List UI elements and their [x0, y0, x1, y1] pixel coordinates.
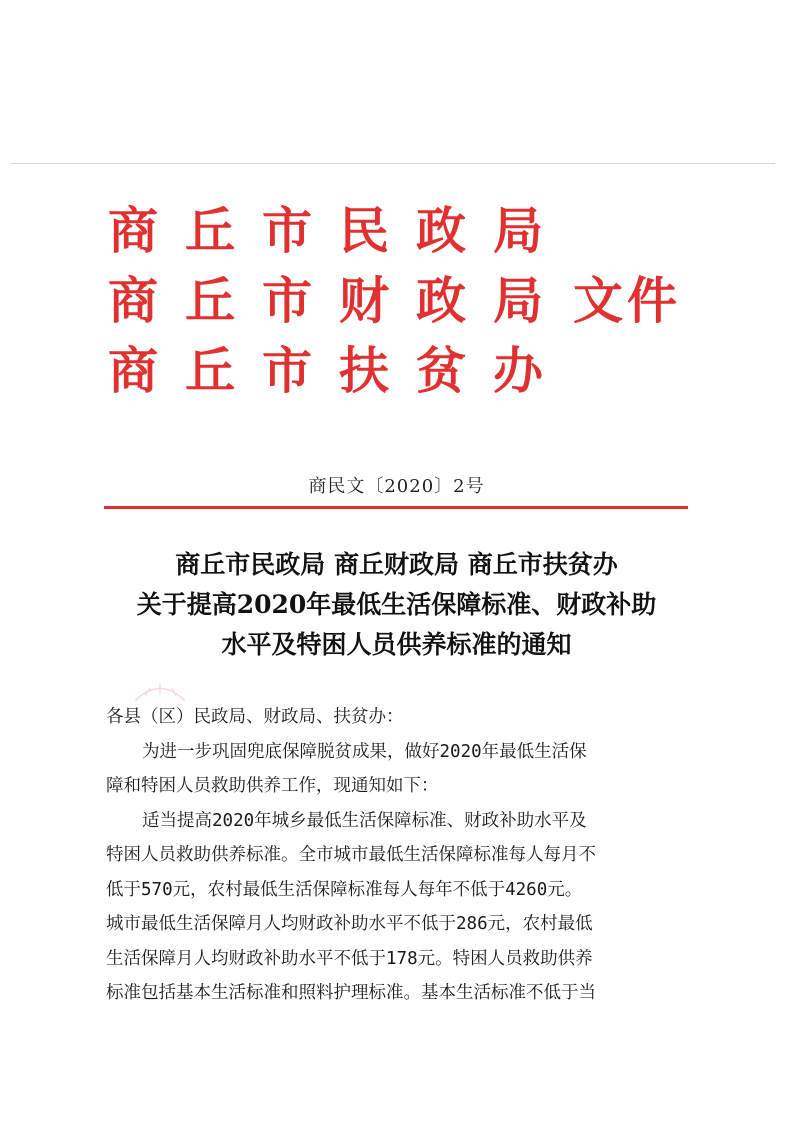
- document-title: [60, 545, 733, 665]
- scan-edge-line: [10, 163, 775, 164]
- document-number: 商民文〔2020〕2号: [308, 476, 485, 497]
- salutation: 各县（区）民政局、财政局、扶贫办：: [106, 707, 404, 727]
- body-line: 适当提高2020年城乡最低生活保障标准、财政补助水平及: [142, 810, 587, 831]
- body-line: 生活保障月人均财政补助水平不低于178元。特困人员救助供养: [106, 948, 593, 969]
- document-header: [108, 196, 708, 406]
- body-line: 为进一步巩固兜底保障脱贫成果，做好2020年最低生活保: [142, 741, 587, 762]
- title-line: 水平及特困人员供养标准的通知: [221, 630, 572, 659]
- red-divider: [104, 506, 688, 509]
- header-issuer-1: 商丘市民政局: [108, 202, 570, 260]
- header-issuer-row: [108, 196, 708, 266]
- document-body: [106, 700, 694, 1011]
- header-issuer-3: 商丘市扶贫办: [108, 342, 570, 400]
- body-line: 城市最低生活保障月人均财政补助水平不低于286元，农村最低: [106, 914, 593, 934]
- header-issuer-row: [108, 336, 708, 406]
- title-line: 关于提高2020年最低生活保障标准、财政补助: [136, 590, 657, 619]
- body-line: 障和特困人员救助供养工作，现通知如下：: [106, 776, 439, 796]
- header-suffix: 文件: [573, 272, 681, 330]
- title-line: 商丘市民政局 商丘财政局 商丘市扶贫办: [175, 550, 618, 579]
- body-line: 标准包括基本生活标准和照料护理标准。基本生活标准不低于当: [106, 983, 596, 1003]
- header-issuer-2: 商丘市财政局: [108, 272, 570, 330]
- body-line: 特困人员救助供养标准。全市城市最低生活保障标准每人每月不: [106, 845, 596, 865]
- body-line: 低于570元，农村最低生活保障标准每人每年不低于4260元。: [106, 879, 583, 900]
